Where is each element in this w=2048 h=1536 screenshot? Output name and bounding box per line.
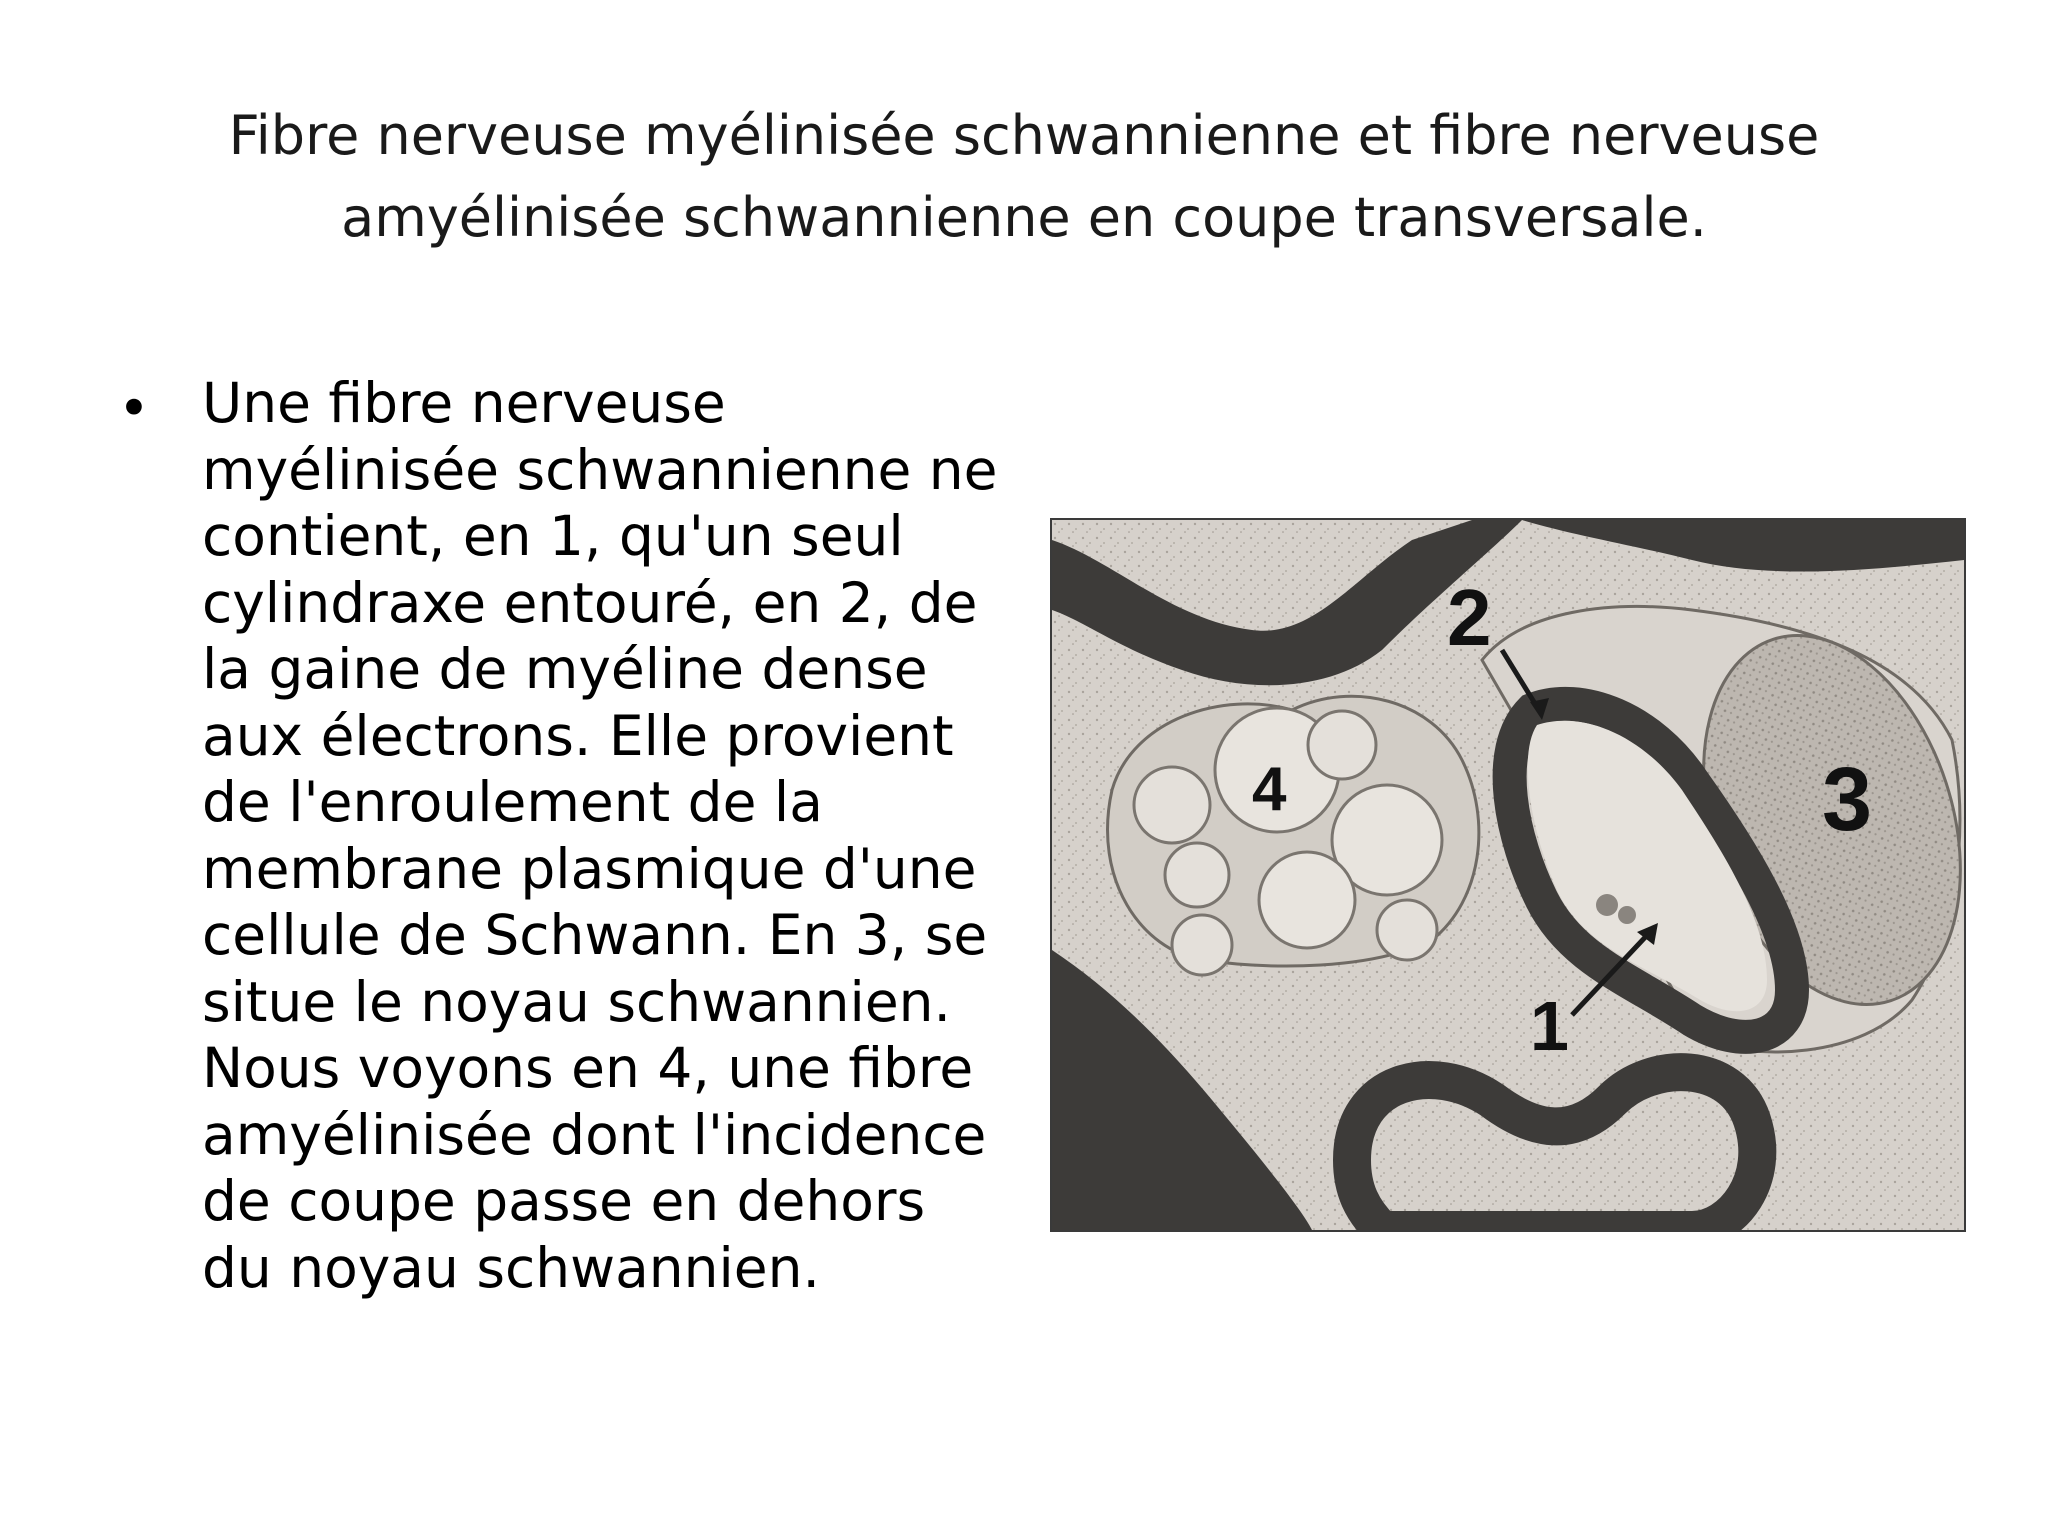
unmyelinated-axon <box>1308 711 1376 779</box>
unmyelinated-axon <box>1259 852 1355 948</box>
slide-title: Fibre nerveuse myélinisée schwannienne et fibre nerveuse amyélinisée schwannienne en coupe transversale. <box>228 104 1820 249</box>
label-nucleus: 3 <box>1822 750 1873 850</box>
unmyelinated-axon <box>1165 843 1229 907</box>
bullet-marker: • <box>118 377 150 440</box>
axon-vesicle <box>1618 906 1636 924</box>
axon-vesicle <box>1596 894 1618 916</box>
electron-micrograph <box>1050 518 1966 1232</box>
bullet-item-text: Une fibre nerveuse myélinisée schwannienne ne contient, en 1, qu'un seul cylindraxe entouré, en 2, de la gaine de myéline dense aux électrons. Elle provient de l'enroulement de la membrane plasmique d'une cellule de Schwann. En 3, se situe le noyau schwannien. Nous voyons en 4, une fibre amyélinisée dont l'incidence de coupe passe en dehors du noyau schwannien. <box>202 371 998 1300</box>
unmyelinated-axon <box>1172 915 1232 975</box>
label-unmyelinated: 4 <box>1252 755 1287 824</box>
unmyelinated-axon <box>1134 767 1210 843</box>
label-myelin: 2 <box>1447 573 1492 662</box>
micrograph-drawing <box>1052 520 1964 1230</box>
unmyelinated-axon <box>1377 900 1437 960</box>
label-axon: 1 <box>1530 987 1569 1065</box>
